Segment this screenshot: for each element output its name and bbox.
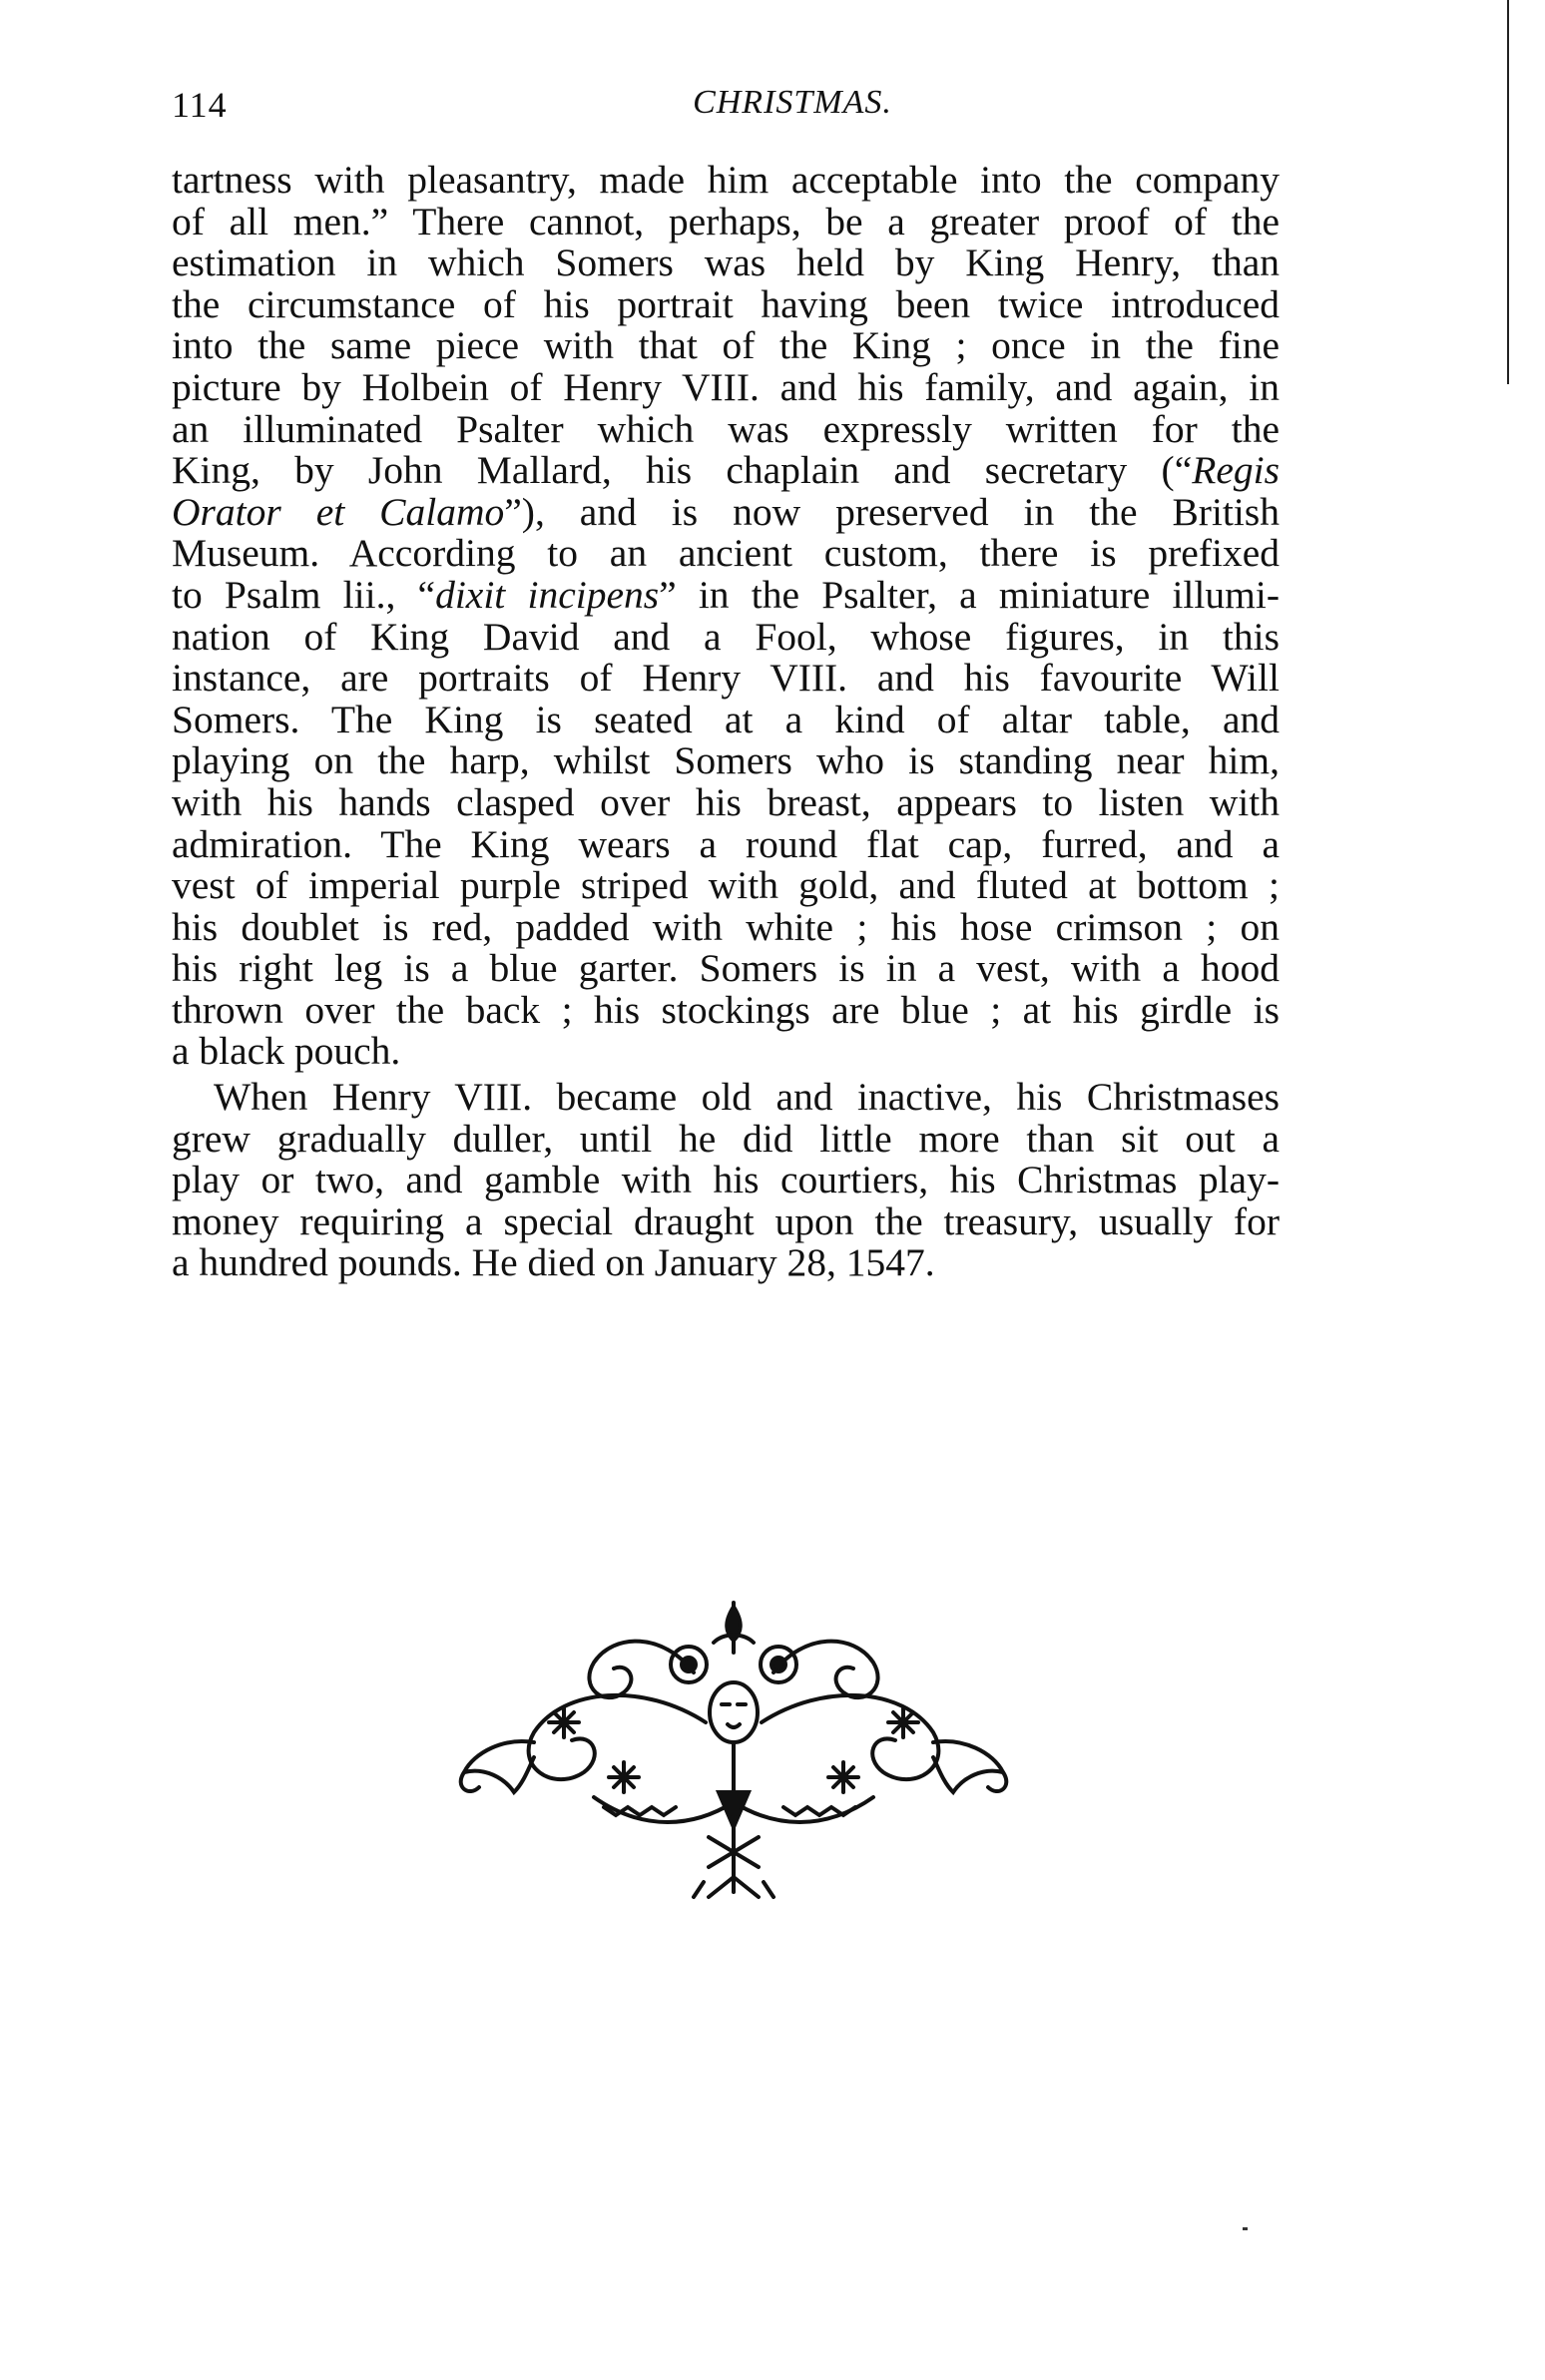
text-line — [172, 450, 1280, 492]
text-line: thrown over the back ; his stockings are blue ; at his girdle is — [172, 987, 1280, 1032]
text-line: playing on the harp, whilst Somers who is standing near him, — [172, 738, 1280, 783]
text-line: a hundred pounds. He died on January 28, 1547. — [172, 1240, 935, 1285]
floral-tailpiece-icon — [444, 1593, 1023, 1902]
text-line — [172, 572, 1280, 617]
text-line: estimation in which Somers was held by King Henry, than — [172, 240, 1280, 285]
running-head: CHRISTMAS. — [693, 84, 892, 121]
text-segment: King, by John Mallard, his chaplain and secretary (“ — [172, 448, 1193, 493]
text-line: tartness with pleasantry, made him acceptable into the company — [172, 158, 1280, 202]
ink-speck — [1243, 2227, 1248, 2230]
text-line: nation of King David and a Fool, whose figures, in this — [172, 614, 1280, 659]
text-line: with his hands clasped over his breast, appears to listen with — [172, 779, 1280, 824]
text-line: play or two, and gamble with his courtiers, his Christmas play- — [172, 1158, 1280, 1202]
text-line: When Henry VIII. became old and inactive, his Christmases — [214, 1075, 1280, 1120]
text-line: of all men.” There cannot, perhaps, be a greater proof of the — [172, 199, 1280, 243]
text-segment: ” in the Psalter, a miniature illumi- — [659, 572, 1280, 617]
page-number: 114 — [172, 85, 228, 125]
text-line: picture by Holbein of Henry VIII. and his family, and again, in — [172, 364, 1280, 409]
italic-dixit-incipens: dixit incipens — [435, 572, 660, 617]
text-line: money requiring a special draught upon the treasury, usually for — [172, 1198, 1280, 1243]
text-line: the circumstance of his portrait having been twice introduced — [172, 281, 1280, 326]
text-segment: to Psalm lii., “ — [172, 572, 436, 617]
text-line: his right leg is a blue garter. Somers is in a vest, with a hood — [172, 946, 1280, 991]
text-line: his doublet is red, padded with white ; his hose crimson ; on — [172, 904, 1280, 949]
paragraph-1 — [172, 160, 1280, 1073]
text-line: into the same piece with that of the King ; once in the fine — [172, 323, 1280, 368]
text-line — [172, 489, 1280, 534]
text-line: Museum. According to an ancient custom, there is prefixed — [172, 531, 1280, 576]
body-text — [172, 160, 1280, 1284]
page-edge-line — [1507, 0, 1509, 384]
text-line: an illuminated Psalter which was expressly written for the — [172, 406, 1280, 451]
text-segment: ”), and is now preserved in the British — [504, 489, 1280, 534]
text-line: Somers. The King is seated at a kind of altar table, and — [172, 697, 1280, 741]
text-line: instance, are portraits of Henry VIII. and his favourite Will — [172, 656, 1280, 701]
text-line: vest of imperial purple striped with gold, and fluted at bottom ; — [172, 863, 1280, 908]
paragraph-2 — [172, 1077, 1280, 1284]
italic-orator-et-calamo: Orator et Calamo — [172, 489, 505, 534]
text-line: a black pouch. — [172, 1029, 401, 1074]
text-line: admiration. The King wears a round flat cap, furred, and a — [172, 821, 1280, 866]
text-line: grew gradually duller, until he did little more than sit out a — [172, 1116, 1280, 1161]
italic-regis: Regis — [1192, 448, 1280, 493]
